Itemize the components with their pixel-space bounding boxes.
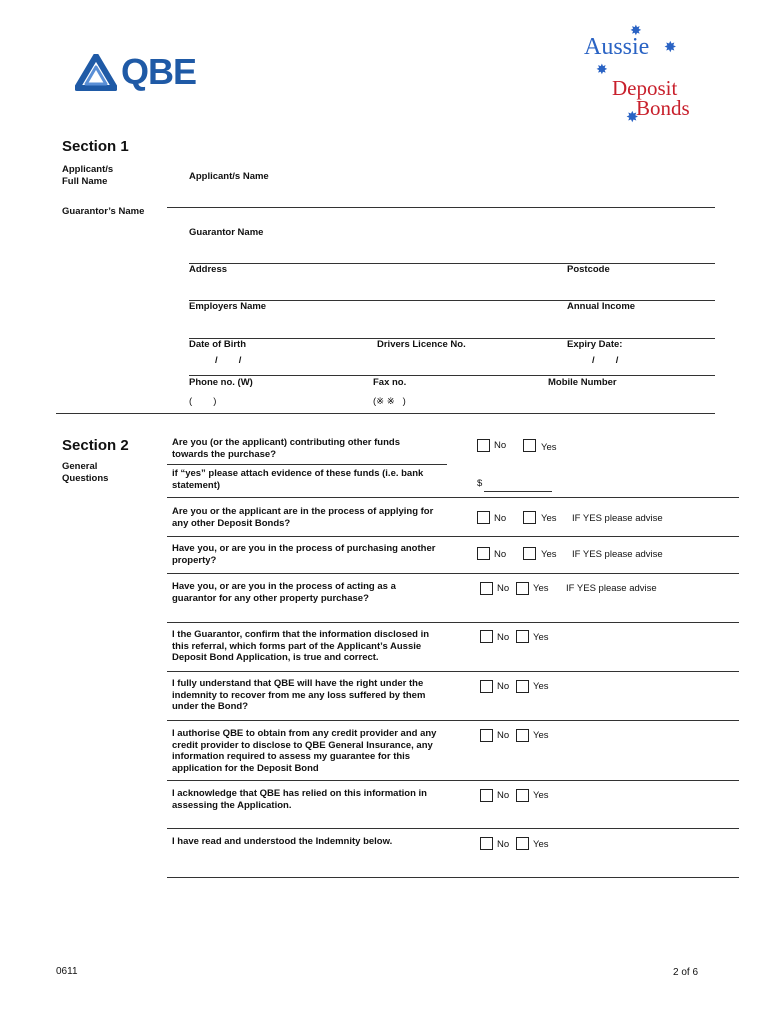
annual-income-label: Annual Income — [567, 301, 636, 312]
q3-yes-label: Yes — [541, 549, 557, 560]
q6-yes-checkbox[interactable] — [516, 680, 529, 693]
dob-line — [189, 375, 715, 376]
q2-bottom-line — [167, 536, 739, 537]
expiry-date-label: Expiry Date: — [567, 339, 623, 350]
q5-no-label: No — [497, 632, 510, 643]
dollar-sign: $ — [477, 478, 483, 489]
q1-bottom-line — [167, 497, 739, 498]
q4-if-yes: IF YES please advise — [566, 583, 657, 594]
fax-parens: (※ ※ ) — [373, 396, 406, 407]
q3-yes-checkbox[interactable] — [523, 547, 536, 560]
date-of-birth-label: Date of Birth — [189, 339, 246, 350]
star-icon: ✸ — [626, 109, 639, 126]
q4-yes-label: Yes — [533, 583, 549, 594]
star-icon: ✸ — [596, 61, 608, 77]
q5-yes-checkbox[interactable] — [516, 630, 529, 643]
star-icon: ✸ — [630, 22, 642, 38]
q4-yes-checkbox[interactable] — [516, 582, 529, 595]
question-acting-as-guarantor: Have you, or are you in the process of acting as a guarantor for any other property purchase? — [172, 581, 396, 604]
question-confirm-information: I the Guarantor, confirm that the information disclosed in this referral, which forms part of the Applicant’s Aussie Deposit Bond Application, is true and correct. — [172, 629, 430, 663]
q1-no-checkbox[interactable] — [477, 439, 490, 452]
applicant-label: Applicant/s Full Name — [62, 164, 114, 187]
fax-label: Fax no. — [373, 377, 407, 388]
q1-divider — [167, 464, 447, 465]
q3-no-checkbox[interactable] — [477, 547, 490, 560]
postcode-label: Postcode — [567, 264, 610, 275]
aussie-deposit-bonds-logo — [580, 24, 730, 128]
q9-yes-checkbox[interactable] — [516, 837, 529, 850]
q9-no-checkbox[interactable] — [480, 837, 493, 850]
applicant-name-line — [167, 207, 715, 208]
q1-no-label: No — [494, 440, 507, 451]
q2-no-label: No — [494, 513, 507, 524]
dob-slashes: / / — [215, 355, 242, 366]
q1-yes-label: Yes — [541, 442, 557, 453]
q7-yes-checkbox[interactable] — [516, 729, 529, 742]
question-purchasing-property: Have you, or are you in the process of purchasing another property? — [172, 543, 436, 566]
q2-if-yes: IF YES please advise — [572, 513, 663, 524]
q5-yes-label: Yes — [533, 632, 549, 643]
question-contributing-funds: Are you (or the applicant) contributing other funds towards the purchase? — [172, 437, 400, 460]
section-1-title: Section 1 — [62, 138, 129, 155]
q8-yes-label: Yes — [533, 790, 549, 801]
q8-no-checkbox[interactable] — [480, 789, 493, 802]
question-acknowledge-reliance: I acknowledge that QBE has relied on this information in assessing the Application. — [172, 788, 427, 811]
qbe-logo — [75, 51, 215, 94]
star-icon: ✸ — [664, 39, 677, 56]
brand-line-deposit: Deposit — [612, 76, 678, 100]
q7-no-label: No — [497, 730, 510, 741]
employers-name-label: Employers Name — [189, 301, 267, 312]
q4-no-label: No — [497, 583, 510, 594]
address-label: Address — [189, 264, 228, 275]
q7-bottom-line — [167, 780, 739, 781]
q6-no-checkbox[interactable] — [480, 680, 493, 693]
mobile-label: Mobile Number — [548, 377, 617, 388]
page-number: 2 of 6 — [673, 967, 699, 978]
section-1-end-line — [56, 413, 715, 414]
q7-yes-label: Yes — [533, 730, 549, 741]
q1-yes-checkbox[interactable] — [523, 439, 536, 452]
q2-yes-checkbox[interactable] — [523, 511, 536, 524]
dollar-amount-line[interactable] — [484, 491, 552, 492]
q8-yes-checkbox[interactable] — [516, 789, 529, 802]
q2-no-checkbox[interactable] — [477, 511, 490, 524]
question-other-deposit-bonds: Are you or the applicant are in the process of applying for any other Deposit Bonds? — [172, 506, 434, 529]
qbe-logo-text: QBE — [121, 51, 197, 92]
q6-yes-label: Yes — [533, 681, 549, 692]
q8-no-label: No — [497, 790, 510, 801]
applicant-name-caption: Applicant/s Name — [189, 171, 269, 182]
section-2-subtitle: General Questions — [62, 461, 109, 484]
guarantor-name-caption: Guarantor Name — [189, 227, 264, 238]
phone-parens: ( ) — [189, 396, 217, 407]
q9-bottom-line — [167, 877, 739, 878]
guarantor-label: Guarantor’s Name — [62, 206, 145, 217]
q2-yes-label: Yes — [541, 513, 557, 524]
q4-bottom-line — [167, 622, 739, 623]
q6-no-label: No — [497, 681, 510, 692]
question-right-to-recover: I fully understand that QBE will have the right under the indemnity to recover from me any loss suffered by them under the Bond? — [172, 678, 426, 712]
guarantor-name-line — [189, 263, 715, 264]
q1-evidence-note: if “yes” please attach evidence of these funds (i.e. bank statement) — [172, 468, 424, 491]
q3-if-yes: IF YES please advise — [572, 549, 663, 560]
brand-line-bonds: Bonds — [636, 96, 690, 120]
drivers-licence-label: Drivers Licence No. — [377, 339, 466, 350]
brand-line-aussie: Aussie — [584, 34, 650, 60]
question-read-indemnity: I have read and understood the Indemnity below. — [172, 836, 393, 847]
q7-no-checkbox[interactable] — [480, 729, 493, 742]
q9-yes-label: Yes — [533, 839, 549, 850]
q4-no-checkbox[interactable] — [480, 582, 493, 595]
q8-bottom-line — [167, 828, 739, 829]
qbe-logo-icon — [75, 54, 117, 92]
expiry-slashes: / / — [592, 355, 619, 366]
phone-label: Phone no. (W) — [189, 377, 253, 388]
q5-bottom-line — [167, 671, 739, 672]
q6-bottom-line — [167, 720, 739, 721]
question-authorise-credit-check: I authorise QBE to obtain from any credit provider and any credit provider to disclose to QBE General Insurance, any information required to assess my guarantee for this application for the Deposit Bond — [172, 728, 437, 774]
footer-code: 0611 — [56, 966, 78, 977]
address-line — [189, 300, 715, 301]
q5-no-checkbox[interactable] — [480, 630, 493, 643]
section-2-title: Section 2 — [62, 437, 129, 454]
q3-no-label: No — [494, 549, 507, 560]
q3-bottom-line — [167, 573, 739, 574]
q9-no-label: No — [497, 839, 510, 850]
